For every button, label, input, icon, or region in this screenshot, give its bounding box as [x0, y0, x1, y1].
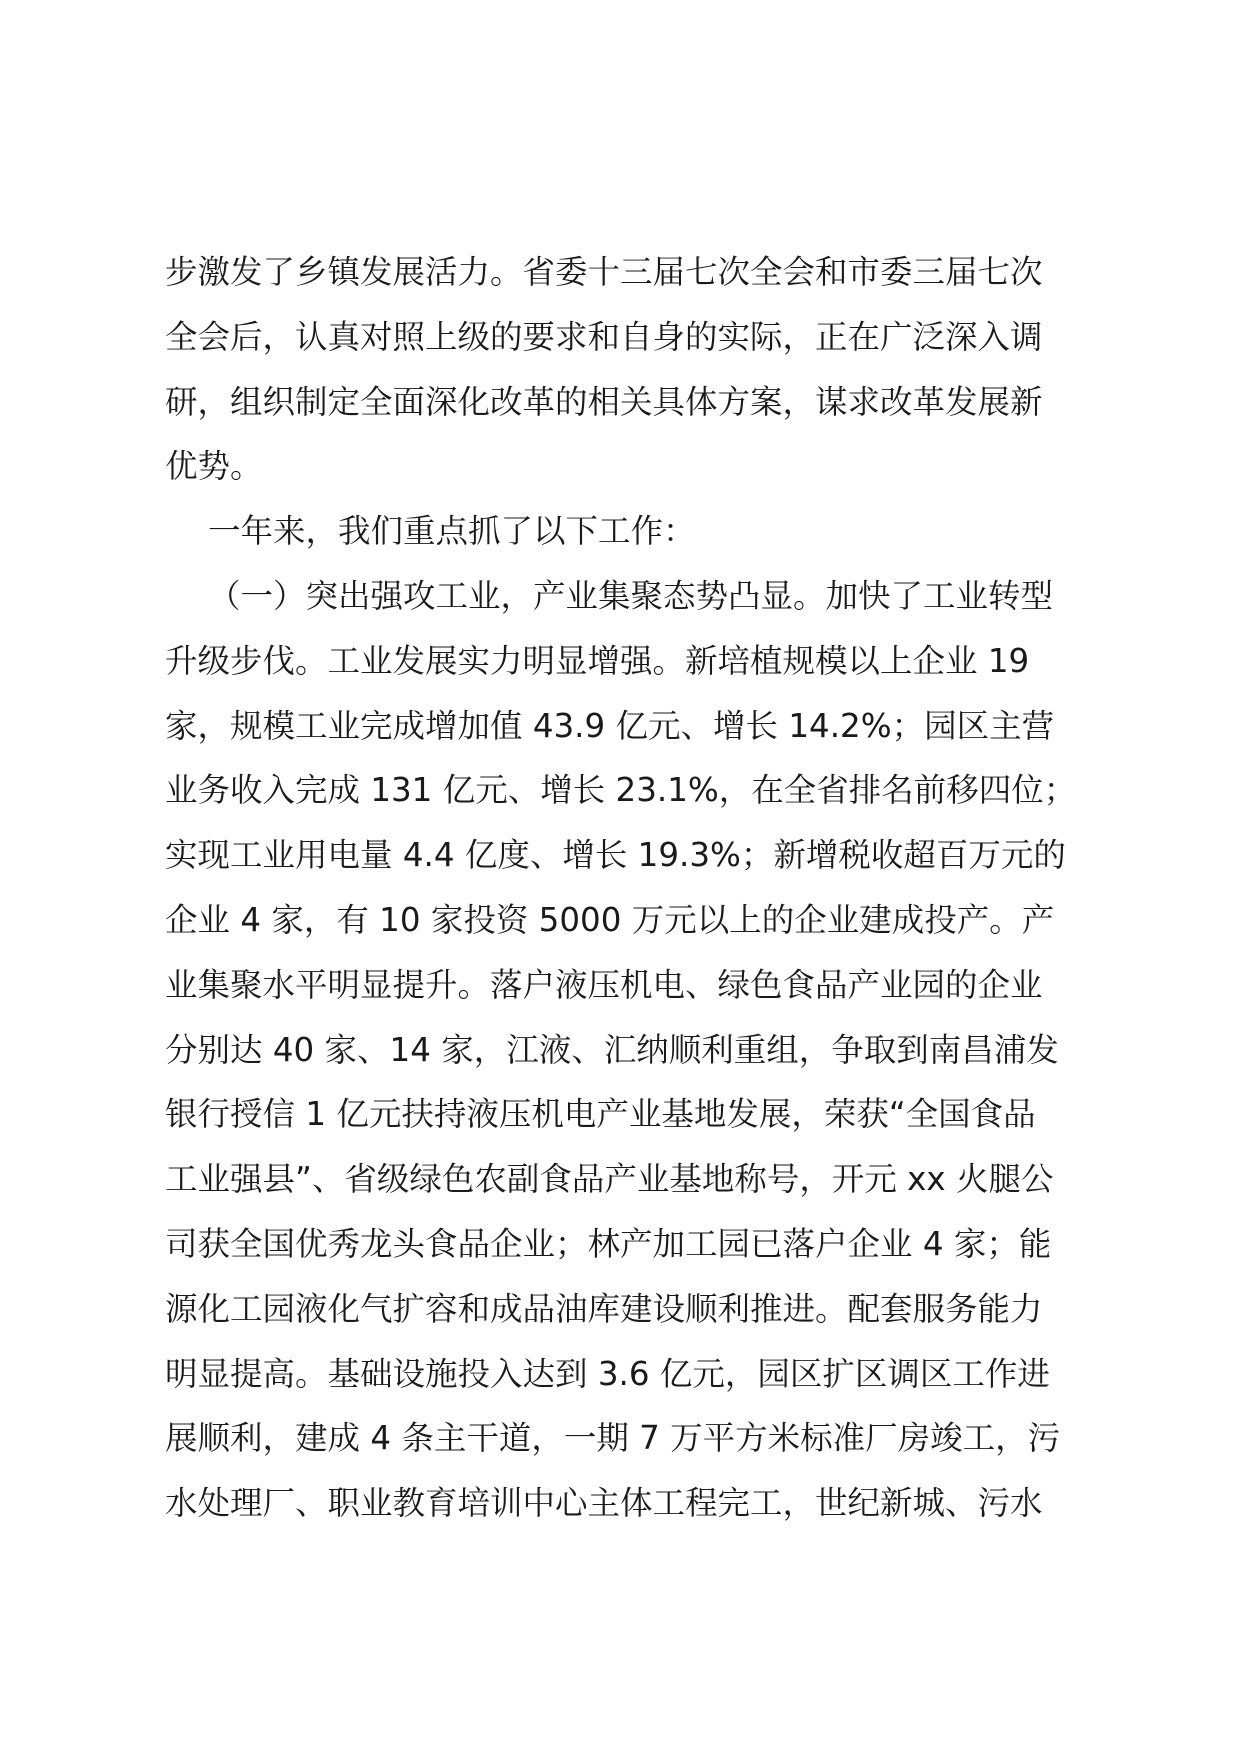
text-line: 企业 4 家，有 10 家投资 5000 万元以上的企业建成投产。产	[165, 900, 1055, 939]
text-line: 业务收入完成 131 亿元、增长 23.1%，在全省排名前移四位；	[165, 771, 1077, 810]
text-line: 优势。	[165, 447, 263, 486]
section-heading-line: （一）突出强攻工业，产业集聚态势凸显。加快了工业转型	[208, 576, 1054, 615]
text-line: 实现工业用电量 4.4 亿度、增长 19.3%；新增税收超百万元的	[165, 836, 1066, 875]
text-line: 明显提高。基础设施投入达到 3.6 亿元，园区扩区调区工作进	[165, 1354, 1050, 1393]
text-line: 司获全国优秀龙头食品企业；林产加工园已落户企业 4 家；能	[165, 1224, 1052, 1263]
text-line: 步激发了乡镇发展活力。省委十三届七次全会和市委三届七次	[165, 253, 1043, 291]
text-line: 业集聚水平明显提升。落户液压机电、绿色食品产业园的企业	[165, 965, 1043, 1004]
text-line: 水处理厂、职业教育培训中心主体工程完工，世纪新城、污水	[165, 1484, 1043, 1523]
text-line: 工业强县”、省级绿色农副食品产业基地称号，开元 xx 火腿公	[165, 1160, 1054, 1199]
text-line: 研，组织制定全面深化改革的相关具体方案，谋求改革发展新	[165, 382, 1043, 421]
text-line: 全会后，认真对照上级的要求和自身的实际，正在广泛深入调	[165, 317, 1043, 356]
text-line: 分别达 40 家、14 家，江液、汇纳顺利重组，争取到南昌浦发	[165, 1030, 1059, 1069]
text-line: 家，规模工业完成增加值 43.9 亿元、增长 14.2%；园区主营	[165, 706, 1055, 745]
text-line: 升级步伐。工业发展实力明显增强。新培植规模以上企业 19	[165, 641, 1030, 680]
document-body	[165, 240, 1095, 1536]
text-line: 展顺利，建成 4 条主干道，一期 7 万平方米标准厂房竣工，污	[165, 1419, 1061, 1458]
text-line: 源化工园液化气扩容和成品油库建设顺利推进。配套服务能力	[165, 1289, 1043, 1328]
text-line: 银行授信 1 亿元扶持液压机电产业基地发展，荣获“全国食品	[165, 1095, 1036, 1134]
paragraph-first-line: 一年来，我们重点抓了以下工作：	[208, 512, 696, 551]
